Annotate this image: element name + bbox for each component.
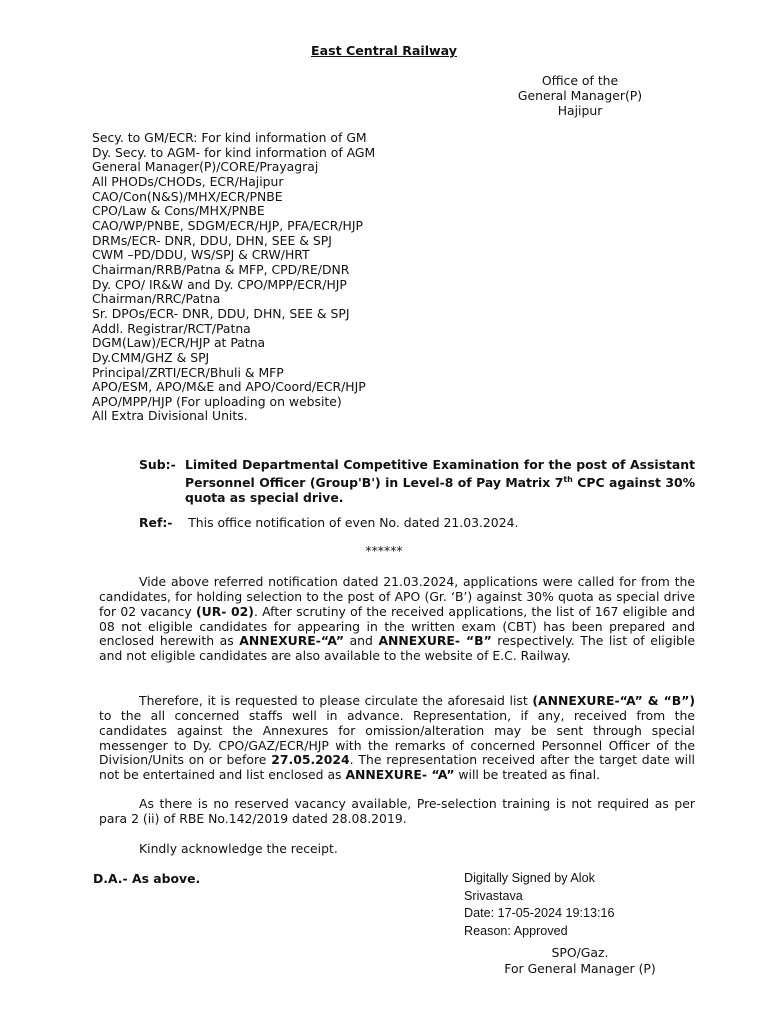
digital-signature-block bbox=[464, 870, 615, 940]
paragraph-bold: ANNEXURE-“A” bbox=[239, 633, 344, 649]
addressee-line: Dy. CPO/ IR&W and Dy. CPO/MPP/ECR/HJP bbox=[92, 276, 347, 292]
addressee-line: General Manager(P)/CORE/Prayagraj bbox=[92, 159, 319, 175]
paragraph-text: respectively. The list of eligible and not eligible candidates are also available to the website of E.C. Railway. bbox=[99, 633, 695, 664]
subject-block bbox=[139, 457, 695, 505]
addressee-line: Principal/ZRTI/ECR/Bhuli & MFP bbox=[92, 364, 284, 380]
enclosure-note: D.A.- As above. bbox=[93, 871, 201, 886]
addressee-list bbox=[92, 131, 375, 424]
reference-block bbox=[139, 515, 518, 530]
subject-text bbox=[185, 457, 695, 505]
document-title: East Central Railway bbox=[311, 43, 457, 58]
addressee-line: CWM –PD/DDU, WS/SPJ & CRW/HRT bbox=[92, 247, 310, 263]
addressee-line: All PHODs/CHODs, ECR/Hajipur bbox=[92, 173, 284, 189]
paragraph-bold: 27.05.2024 bbox=[271, 752, 350, 768]
office-line: Office of the bbox=[541, 73, 619, 88]
addressee-line: DRMs/ECR- DNR, DDU, DHN, SEE & SPJ bbox=[92, 232, 332, 248]
addressee-line: Chairman/RRB/Patna & MFP, CPD/RE/DNR bbox=[92, 261, 350, 277]
office-block bbox=[500, 73, 660, 118]
addressee-line: DGM(Law)/ECR/HJP at Patna bbox=[92, 335, 266, 351]
addressee-line: CAO/Con(N&S)/MHX/ECR/PNBE bbox=[92, 188, 283, 204]
signatory-line: For General Manager (P) bbox=[504, 960, 656, 976]
signature-line: Digitally Signed by Alok bbox=[464, 871, 595, 885]
paragraph-2 bbox=[99, 694, 695, 783]
addressee-line: Addl. Registrar/RCT/Patna bbox=[92, 320, 251, 336]
subject-text-part: CPC against 30% quota as special drive. bbox=[185, 475, 695, 506]
separator: ****** bbox=[365, 543, 403, 558]
addressee-line: Secy. to GM/ECR: For kind information of GM bbox=[92, 130, 367, 145]
paragraph-4: Kindly acknowledge the receipt. bbox=[139, 841, 338, 856]
paragraph-text: Vide above referred notification dated 21.03.2024, applications were called for from the candidates, for holding selection to the post of APO (Gr. ‘B’) against 30% quota as special drive for 02 vacancy bbox=[99, 574, 695, 619]
paragraph-text: Therefore, it is requested to please circulate the aforesaid list bbox=[139, 693, 533, 708]
addressee-line: Sr. DPOs/ECR- DNR, DDU, DHN, SEE & SPJ bbox=[92, 305, 350, 321]
signatory-line: SPO/Gaz. bbox=[551, 945, 609, 960]
addressee-line: APO/ESM, APO/M&E and APO/Coord/ECR/HJP bbox=[92, 379, 366, 395]
addressee-line: All Extra Divisional Units. bbox=[92, 408, 248, 424]
subject-text-part: Limited Departmental Competitive Examination for the post of Assistant Personnel Officer (Group'B') in Level-8 of Pay Matrix 7 bbox=[185, 457, 695, 491]
addressee-line: CPO/Law & Cons/MHX/PNBE bbox=[92, 203, 265, 219]
addressee-line: Dy. Secy. to AGM- for kind information of AGM bbox=[92, 144, 376, 160]
paragraph-bold: ANNEXURE- “B” bbox=[378, 633, 492, 649]
signature-line: Date: 17-05-2024 19:13:16 bbox=[464, 906, 615, 920]
paragraph-3: As there is no reserved vacancy available, Pre-selection training is not required as per para 2 (ii) of RBE No.142/2019 dated 28.08.2019. bbox=[99, 796, 695, 826]
subject-label: Sub:- bbox=[139, 457, 176, 472]
paragraph-text: and bbox=[343, 633, 379, 649]
office-line: General Manager(P) bbox=[517, 88, 643, 103]
paragraph-bold: ANNEXURE- “A” bbox=[345, 767, 455, 783]
addressee-line: Dy.CMM/GHZ & SPJ bbox=[92, 349, 210, 365]
paragraph-bold: (UR- 02) bbox=[195, 603, 254, 619]
paragraph-text: . After scrutiny of the received applications, the list of 167 eligible and 08 not eligible candidates for appearing in the written exam (CBT) has been prepared and enclosed herewith as bbox=[99, 603, 695, 649]
office-line: Hajipur bbox=[557, 103, 603, 118]
addressee-line: CAO/WP/PNBE, SDGM/ECR/HJP, PFA/ECR/HJP bbox=[92, 217, 363, 233]
paragraph-1 bbox=[99, 575, 695, 664]
signature-line: Reason: Approved bbox=[464, 923, 568, 938]
addressee-line: APO/MPP/HJP (For uploading on website) bbox=[92, 393, 342, 409]
reference-text: This office notification of even No. dated 21.03.2024. bbox=[188, 515, 519, 530]
paragraph-text: . The representation received after the target date will not be entertained and list enclosed as bbox=[99, 752, 695, 783]
paragraph-text: will be treated as final. bbox=[454, 767, 601, 783]
paragraph-text: to the all concerned staffs well in advance. Representation, if any, received from the candidates against the Annexures for omission/alteration may be sent through special messenger to Dy. CPO/GAZ/ECR/HJP with the remarks of concerned Personnel Officer of the Division/Units on or before bbox=[99, 707, 695, 768]
addressee-line: Chairman/RRC/Patna bbox=[92, 291, 221, 307]
signature-line: Srivastava bbox=[464, 888, 523, 903]
reference-label: Ref:- bbox=[139, 515, 173, 530]
subject-superscript: th bbox=[563, 475, 573, 484]
paragraph-bold: (ANNEXURE-“A” & “B”) bbox=[532, 693, 696, 708]
signatory-block bbox=[480, 945, 680, 976]
